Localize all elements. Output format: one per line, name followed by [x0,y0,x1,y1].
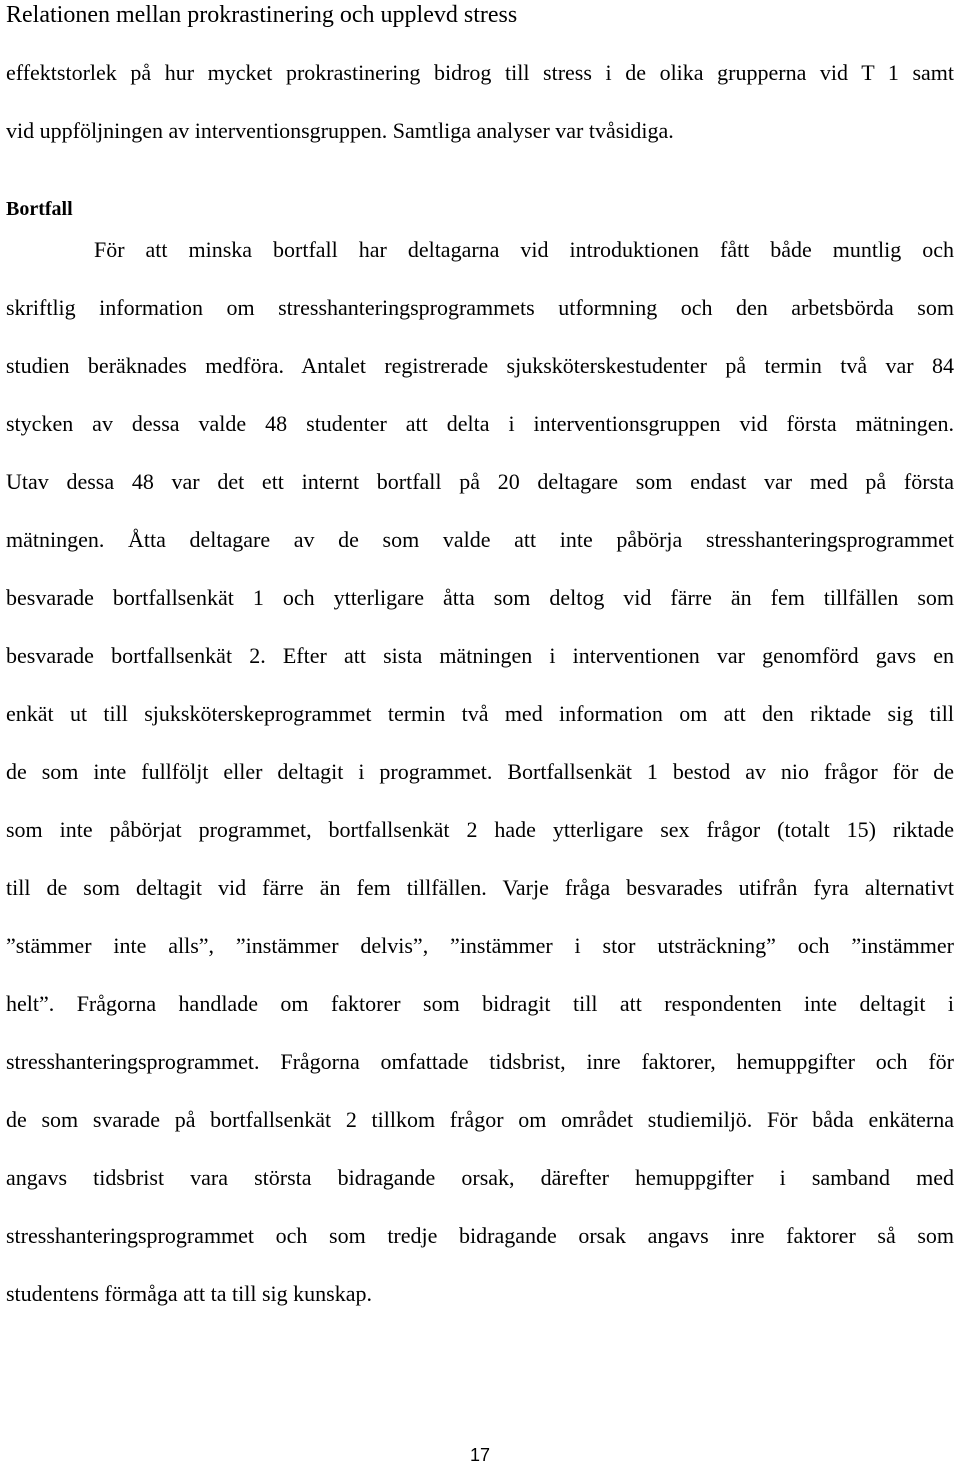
intro-line: effektstorlek på hur mycket prokrastinering bidrog till stress i de olika grupperna vid T 1 samt [6,60,954,85]
paragraph-line: helt”. Frågorna handlade om faktorer som bidragit till att respondenten inte deltagit i [6,991,954,1016]
section-heading: Bortfall [6,198,73,220]
paragraph-line: angavs tidsbrist vara största bidragande orsak, därefter hemuppgifter i samband med [6,1165,954,1190]
running-header: Relationen mellan prokrastinering och upplevd stress [6,2,518,28]
paragraph-line: skriftlig information om stresshanteringsprogrammets utformning och den arbetsbörda som [6,295,954,320]
paragraph-line: som inte påbörjat programmet, bortfallsenkät 2 hade ytterligare sex frågor (totalt 15) riktade [6,817,954,842]
paragraph-line: Utav dessa 48 var det ett internt bortfall på 20 deltagare som endast var med på första [6,469,954,494]
intro-line: vid uppföljningen av interventionsgruppen. Samtliga analyser var tvåsidiga. [6,118,674,143]
paragraph-line: de som inte fullföljt eller deltagit i programmet. Bortfallsenkät 1 bestod av nio frågor för de [6,759,954,784]
page-number: 17 [469,1445,491,1465]
paragraph-line: För att minska bortfall har deltagarna vid introduktionen fått både muntlig och [94,237,954,262]
paragraph-line: studentens förmåga att ta till sig kunskap. [6,1281,372,1306]
paragraph-line: enkät ut till sjuksköterskeprogrammet termin två med information om att den riktade sig till [6,701,954,726]
paragraph-line: studien beräknades medföra. Antalet registrerade sjuksköterskestudenter på termin två var 84 [6,353,954,378]
paragraph-line: ”stämmer inte alls”, ”instämmer delvis”, ”instämmer i stor utsträckning” och ”instämmer [6,933,954,958]
paragraph-line: stresshanteringsprogrammet och som tredje bidragande orsak angavs inre faktorer så som [6,1223,954,1248]
paragraph-line: till de som deltagit vid färre än fem tillfällen. Varje fråga besvarades utifrån fyra alternativt [6,875,954,900]
paragraph-line: mätningen. Åtta deltagare av de som valde att inte påbörja stresshanteringsprogrammet [6,527,954,552]
paragraph-line: besvarade bortfallsenkät 2. Efter att sista mätningen i interventionen var genomförd gavs en [6,643,954,668]
paragraph-line: stresshanteringsprogrammet. Frågorna omfattade tidsbrist, inre faktorer, hemuppgifter och för [6,1049,954,1074]
paragraph-line: de som svarade på bortfallsenkät 2 tillkom frågor om området studiemiljö. För båda enkäterna [6,1107,954,1132]
paragraph-line: besvarade bortfallsenkät 1 och ytterligare åtta som deltog vid färre än fem tillfällen som [6,585,954,610]
paragraph-line: stycken av dessa valde 48 studenter att delta i interventionsgruppen vid första mätningen. [6,411,954,436]
